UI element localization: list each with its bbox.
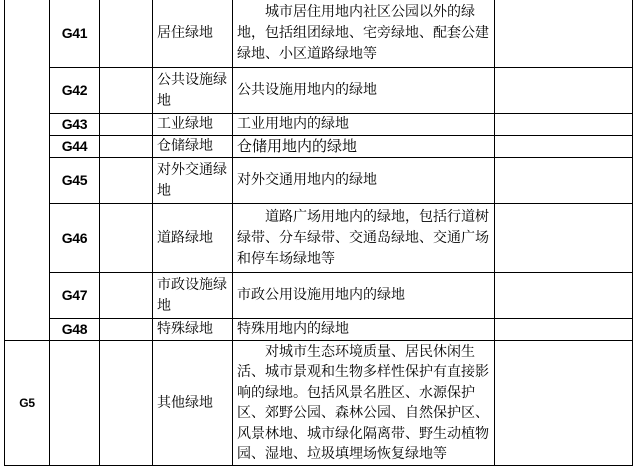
desc-cell: 对外交通用地内的绿地 bbox=[233, 158, 495, 204]
code-cell bbox=[50, 341, 100, 466]
note-cell bbox=[495, 319, 633, 341]
sub-cell bbox=[100, 114, 153, 136]
desc-cell: 道路广场用地内的绿地，包括行道树绿带、分车绿带、交通岛绿地、交通广场和停车场绿地等 bbox=[233, 204, 495, 273]
desc-cell: 对城市生态环境质量、居民休闲生活、城市景观和生物多样性保护有直接影响的绿地。包括风景名胜区、水源保护区、郊野公园、森林公园、自然保护区、风景林地、城市绿化隔离带、野生动植物园、湿地、垃圾填埋场恢复绿地等 bbox=[233, 341, 495, 466]
major-code-cell-g4 bbox=[5, 0, 50, 341]
sub-cell bbox=[100, 204, 153, 273]
note-cell bbox=[495, 204, 633, 273]
name-cell: 市政设施绿地 bbox=[153, 273, 233, 319]
name-cell: 公共设施绿地 bbox=[153, 68, 233, 114]
code-cell: G45 bbox=[50, 158, 100, 204]
name-cell: 居住绿地 bbox=[153, 0, 233, 68]
name-cell: 仓储绿地 bbox=[153, 136, 233, 158]
table-row bbox=[5, 114, 633, 136]
desc-cell: 仓储用地内的绿地 bbox=[233, 136, 495, 158]
sub-cell bbox=[100, 319, 153, 341]
table-row bbox=[5, 0, 633, 68]
name-cell: 对外交通绿地 bbox=[153, 158, 233, 204]
desc-cell: 城市居住用地内社区公园以外的绿地，包括组团绿地、宅旁绿地、配套公建绿地、小区道路绿地等 bbox=[233, 0, 495, 68]
table-row bbox=[5, 158, 633, 204]
code-cell: G48 bbox=[50, 319, 100, 341]
sub-cell bbox=[100, 136, 153, 158]
name-cell: 其他绿地 bbox=[153, 341, 233, 466]
table-row bbox=[5, 136, 633, 158]
code-cell: G47 bbox=[50, 273, 100, 319]
table-row bbox=[5, 204, 633, 273]
code-cell: G42 bbox=[50, 68, 100, 114]
note-cell bbox=[495, 158, 633, 204]
name-cell: 特殊绿地 bbox=[153, 319, 233, 341]
sub-cell bbox=[100, 0, 153, 68]
major-code-cell: G5 bbox=[5, 341, 50, 466]
sub-cell bbox=[100, 341, 153, 466]
table-row bbox=[5, 319, 633, 341]
note-cell bbox=[495, 0, 633, 68]
name-cell: 道路绿地 bbox=[153, 204, 233, 273]
table-row bbox=[5, 68, 633, 114]
code-cell: G44 bbox=[50, 136, 100, 158]
note-cell bbox=[495, 136, 633, 158]
note-cell bbox=[495, 68, 633, 114]
code-cell: G46 bbox=[50, 204, 100, 273]
note-cell bbox=[495, 273, 633, 319]
desc-cell: 市政公用设施用地内的绿地 bbox=[233, 273, 495, 319]
sub-cell bbox=[100, 68, 153, 114]
name-cell: 工业绿地 bbox=[153, 114, 233, 136]
table-row bbox=[5, 341, 633, 466]
code-cell: G43 bbox=[50, 114, 100, 136]
desc-cell: 工业用地内的绿地 bbox=[233, 114, 495, 136]
note-cell bbox=[495, 341, 633, 466]
classification-table bbox=[4, 0, 633, 466]
code-cell: G41 bbox=[50, 0, 100, 68]
desc-cell: 特殊用地内的绿地 bbox=[233, 319, 495, 341]
sub-cell bbox=[100, 273, 153, 319]
sub-cell bbox=[100, 158, 153, 204]
table-row bbox=[5, 273, 633, 319]
desc-cell: 公共设施用地内的绿地 bbox=[233, 68, 495, 114]
note-cell bbox=[495, 114, 633, 136]
